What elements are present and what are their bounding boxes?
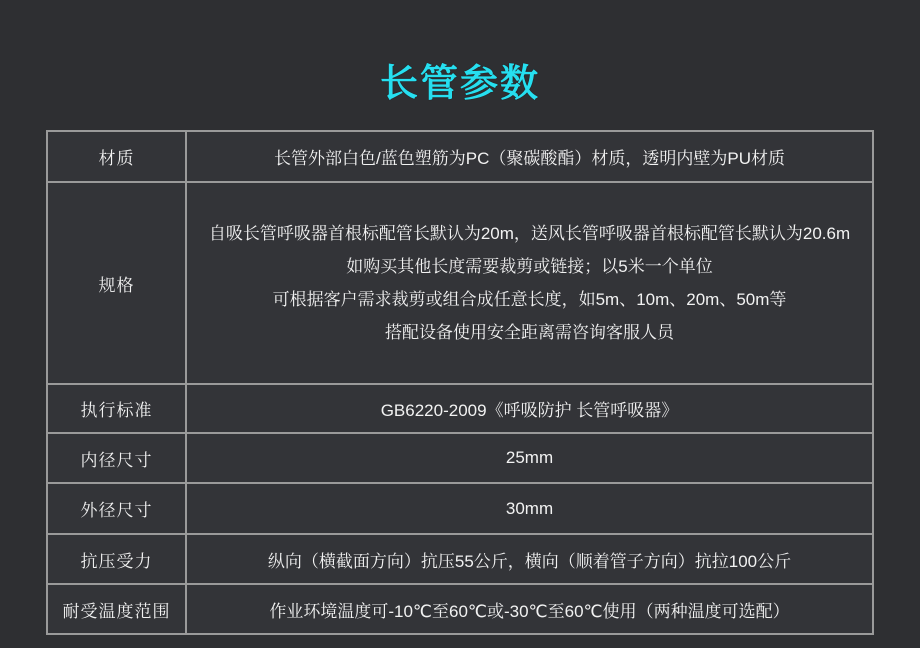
row-value-standard: GB6220-2009《呼吸防护 长管呼吸器》 [186, 384, 873, 433]
spec-line-1: 自吸长管呼吸器首根标配管长默认为20m，送风长管呼吸器首根标配管长默认为20.6m [208, 224, 851, 243]
table-row-inner-diameter [47, 433, 873, 483]
table-row-temperature [47, 584, 873, 634]
row-value-pressure: 纵向（横截面方向）抗压55公斤，横向（顺着管子方向）抗拉100公斤 [186, 534, 873, 584]
row-value-inner-diameter: 25mm [186, 433, 873, 483]
row-value-outer-diameter: 30mm [186, 483, 873, 534]
table-row-pressure [47, 534, 873, 584]
row-value-temperature: 作业环境温度可-10℃至60℃或-30℃至60℃使用（两种温度可选配） [186, 584, 873, 634]
row-label-standard: 执行标准 [47, 384, 186, 433]
row-value-spec [186, 182, 873, 384]
spec-line-4: 搭配设备使用安全距离需咨询客服人员 [385, 323, 674, 342]
spec-line-3: 可根据客户需求裁剪或组合成任意长度，如5m、10m、20m、50m等 [272, 290, 787, 309]
row-label-spec: 规格 [47, 182, 186, 384]
table-row-material [47, 131, 873, 182]
row-label-outer-diameter: 外径尺寸 [47, 483, 186, 534]
spec-table [46, 130, 874, 635]
table-row-spec [47, 182, 873, 384]
row-value-material: 长管外部白色/蓝色塑筋为PC（聚碳酸酯）材质，透明内壁为PU材质 [186, 131, 873, 182]
spec-line-2: 如购买其他长度需要裁剪或链接；以5米一个单位 [346, 257, 713, 276]
row-label-temperature: 耐受温度范围 [47, 584, 186, 634]
table-row-outer-diameter [47, 483, 873, 534]
row-label-material: 材质 [47, 131, 186, 182]
page-title: 长管参数 [379, 63, 540, 105]
row-label-inner-diameter: 内径尺寸 [47, 433, 186, 483]
row-label-pressure: 抗压受力 [47, 534, 186, 584]
table-row-standard [47, 384, 873, 433]
